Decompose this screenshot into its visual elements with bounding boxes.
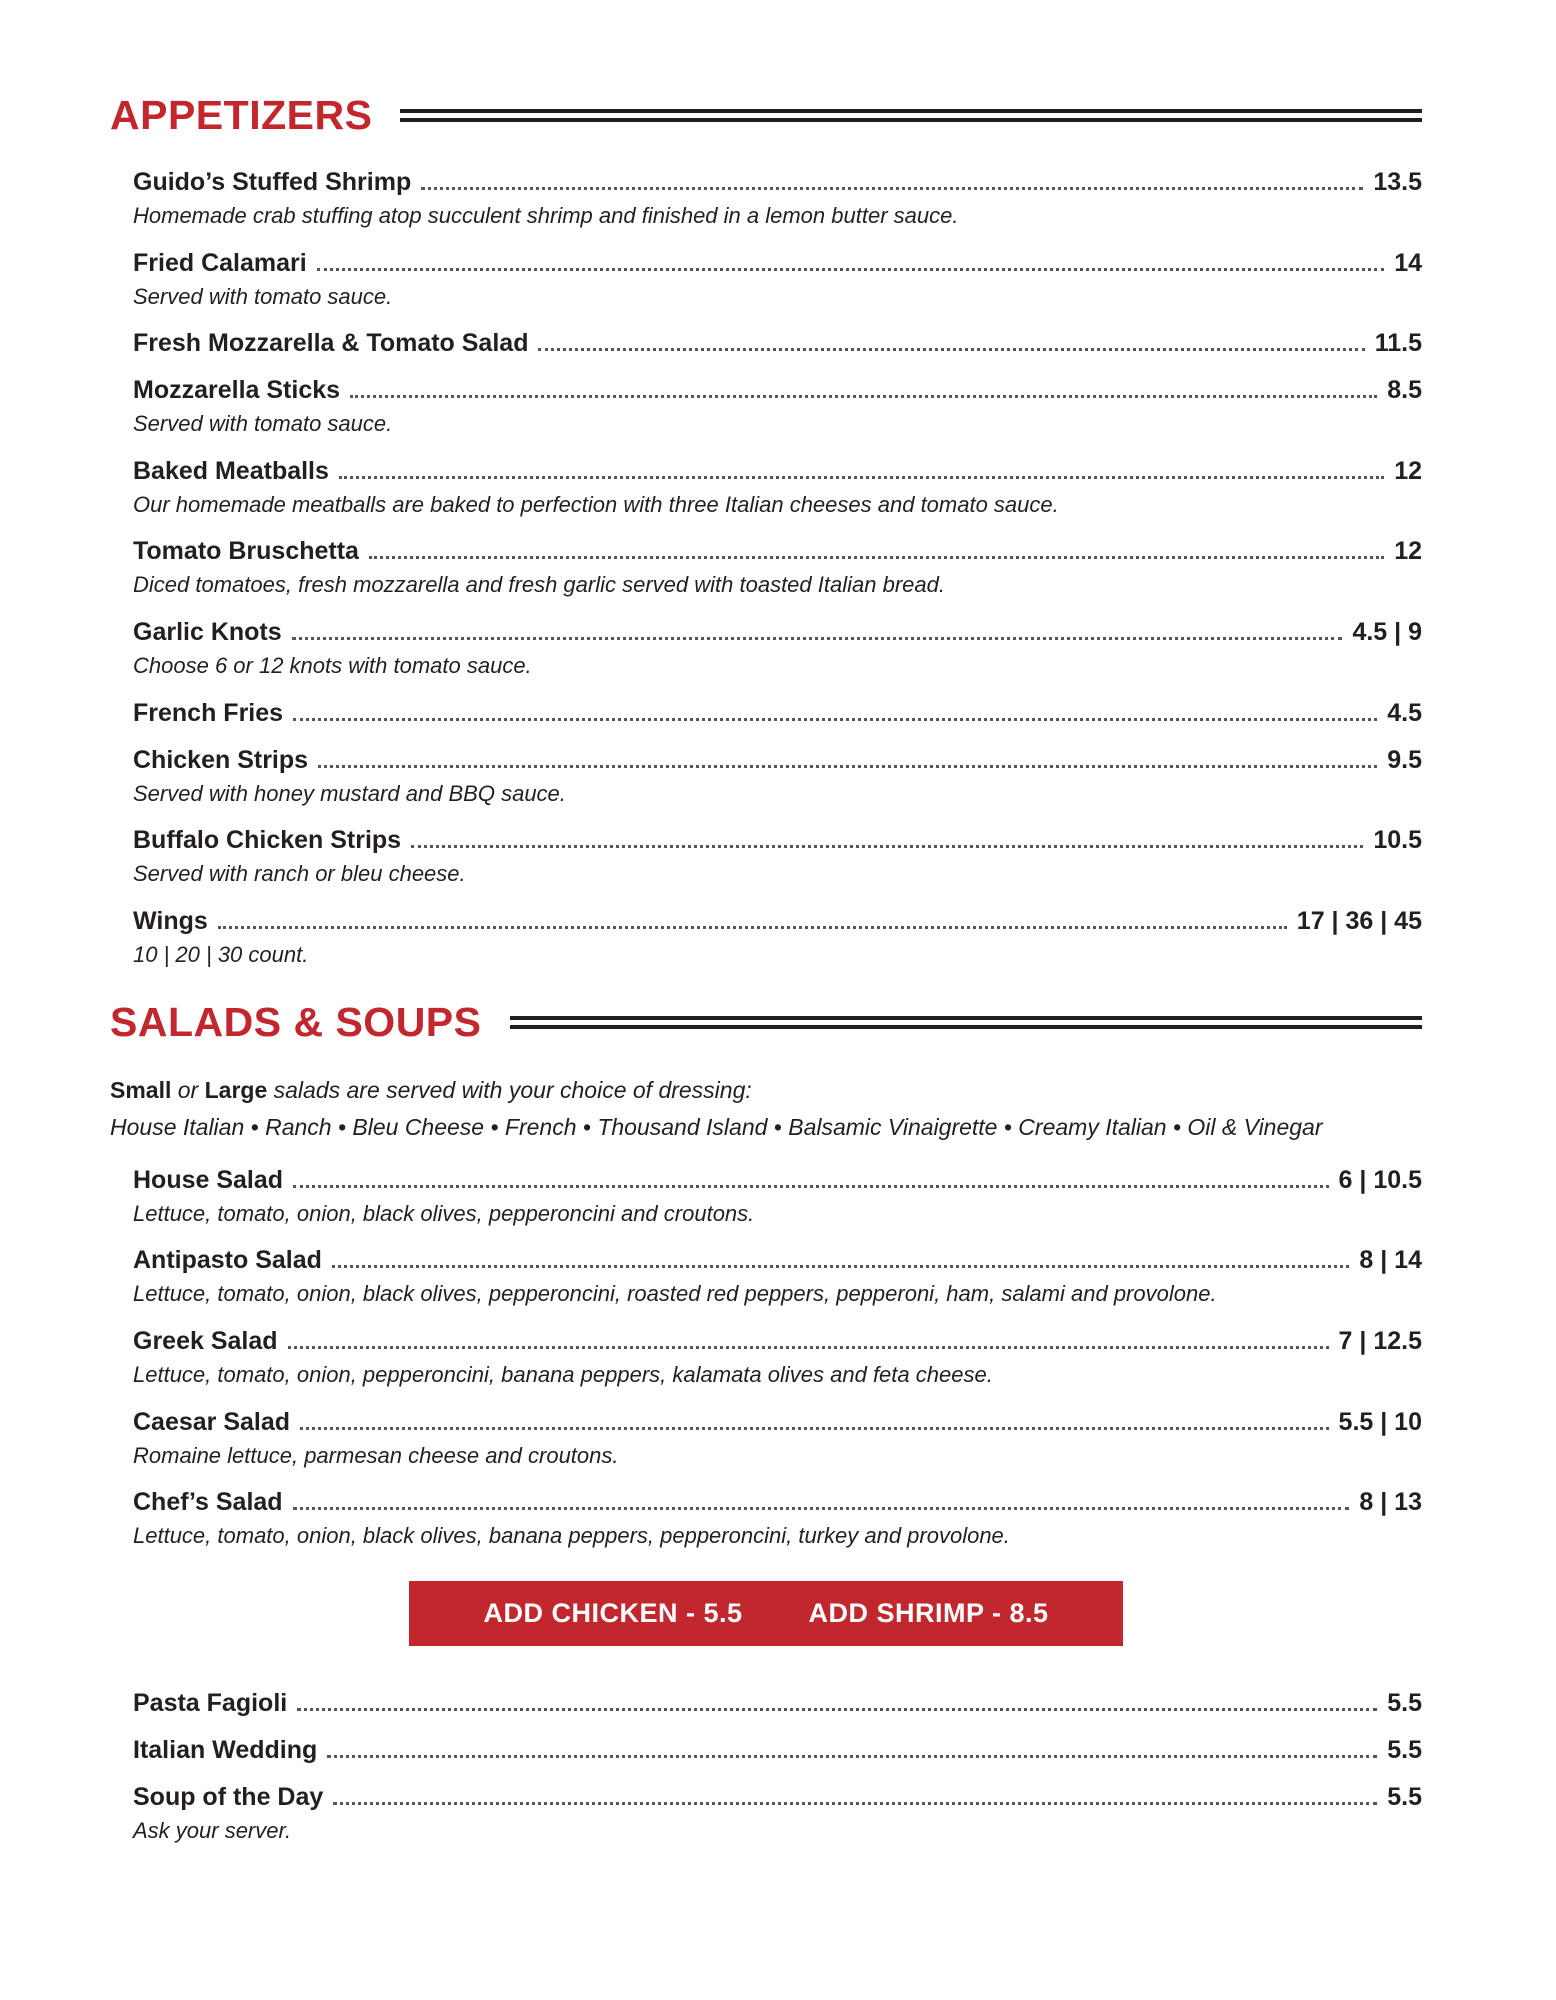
appetizer-item-line [133, 698, 1422, 728]
appetizer-item-line [133, 617, 1422, 647]
salad-item-line [133, 1487, 1422, 1517]
appetizer-item [133, 906, 1422, 970]
dressings-list: House Italian • Ranch • Bleu Cheese • French • Thousand Island • Balsamic Vinaigrette • Creamy Italian • Oil & Vinegar [110, 1113, 1323, 1140]
dotted-leader [318, 765, 1377, 768]
intro-large-label: Large [204, 1077, 268, 1104]
appetizer-item-price: 11.5 [1374, 329, 1422, 358]
appetizer-item-name: Guido’s Stuffed Shrimp [133, 168, 412, 196]
salad-item-price: 5.5 | 10 [1338, 1407, 1422, 1436]
salads-soups-section [110, 999, 1422, 1845]
dotted-leader [293, 718, 1377, 721]
salad-item-description: Lettuce, tomato, onion, black olives, banana peppers, pepperoncini, turkey and provolone. [133, 1523, 1010, 1549]
salad-item-name: Greek Salad [133, 1326, 278, 1355]
salad-item-line [133, 1407, 1422, 1437]
soup-item-name: Italian Wedding [133, 1735, 318, 1764]
salad-item-price: 7 | 12.5 [1338, 1326, 1422, 1355]
soup-item-line [133, 1735, 1422, 1765]
salad-item [133, 1487, 1422, 1551]
soup-item [133, 1688, 1422, 1718]
soup-item-price: 5.5 [1387, 1782, 1422, 1811]
salads-soups-title: SALADS & SOUPS [110, 999, 482, 1046]
appetizer-item-line [133, 536, 1422, 566]
double-rule [400, 109, 1422, 122]
appetizer-item-price: 17 | 36 | 45 [1296, 906, 1422, 935]
soup-item-line [133, 1782, 1422, 1812]
appetizer-item-description: Served with ranch or bleu cheese. [133, 861, 466, 887]
salad-item-price: 8 | 13 [1359, 1488, 1422, 1517]
appetizer-item-price: 9.5 [1387, 745, 1422, 774]
appetizer-item-description: 10 | 20 | 30 count. [133, 941, 309, 967]
salad-item-name: Antipasto Salad [133, 1246, 322, 1275]
appetizer-item [133, 248, 1422, 312]
salad-item-line [133, 1245, 1422, 1275]
salad-item [133, 1245, 1422, 1309]
appetizer-item-price: 4.5 | 9 [1352, 617, 1422, 646]
appetizers-header [110, 92, 1422, 139]
add-shrimp-label: ADD SHRIMP - 8.5 [808, 1597, 1049, 1628]
dotted-leader [421, 187, 1363, 190]
appetizer-item-description: Homemade crab stuffing atop succulent shrimp and finished in a lemon butter sauce. [133, 203, 959, 228]
appetizer-item-description: Our homemade meatballs are baked to perfection with three Italian cheeses and tomato sauce. [133, 491, 1059, 517]
dotted-leader [350, 395, 1377, 398]
soup-item-price: 5.5 [1387, 1735, 1422, 1764]
salad-item-line [133, 1326, 1422, 1356]
dotted-leader [339, 476, 1384, 479]
appetizer-item-name: French Fries [133, 698, 284, 727]
dotted-leader [327, 1755, 1377, 1758]
dotted-leader [300, 1427, 1329, 1430]
salad-item-name: House Salad [133, 1165, 284, 1194]
dotted-leader [332, 1265, 1349, 1268]
appetizer-item-name: Baked Meatballs [133, 456, 329, 485]
appetizer-item-name: Wings [133, 906, 208, 935]
appetizer-item-description: Served with tomato sauce. [133, 411, 393, 437]
appetizer-item-description: Served with tomato sauce. [133, 283, 393, 309]
dotted-leader [333, 1802, 1377, 1805]
intro-small-label: Small [110, 1077, 172, 1104]
appetizer-item [133, 825, 1422, 889]
appetizer-item-name: Fried Calamari [133, 248, 307, 277]
appetizer-item-line [133, 328, 1422, 358]
dotted-leader [538, 348, 1364, 351]
appetizer-item-description: Choose 6 or 12 knots with tomato sauce. [133, 652, 532, 678]
salad-item-description: Lettuce, tomato, onion, black olives, pepperoncini, roasted red peppers, pepperoni, ham, salami and provolone. [133, 1281, 1217, 1307]
appetizer-item [133, 617, 1422, 681]
add-ons-banner [409, 1581, 1122, 1646]
appetizer-item [133, 536, 1422, 600]
salad-item-description: Romaine lettuce, parmesan cheese and croutons. [133, 1442, 619, 1468]
appetizer-item [133, 375, 1422, 439]
soups-list [110, 1688, 1422, 1846]
salads-intro [110, 1074, 1422, 1106]
add-chicken-label: ADD CHICKEN - 5.5 [483, 1597, 743, 1628]
dotted-leader [317, 268, 1385, 271]
soup-item [133, 1735, 1422, 1765]
appetizers-section [110, 92, 1422, 969]
salad-item-description: Lettuce, tomato, onion, black olives, pepperoncini and croutons. [133, 1200, 755, 1226]
salads-list [110, 1165, 1422, 1551]
dotted-leader [297, 1708, 1377, 1711]
appetizer-item-price: 4.5 [1387, 698, 1422, 727]
soup-item-name: Pasta Fagioli [133, 1688, 288, 1717]
intro-rest-label: salads are served with your choice of dressing: [267, 1077, 752, 1104]
appetizer-item-price: 13.5 [1373, 168, 1422, 196]
dotted-leader [293, 1185, 1328, 1188]
appetizer-item-line [133, 375, 1422, 405]
intro-or-label: or [171, 1077, 205, 1104]
double-rule [510, 1016, 1423, 1029]
appetizer-item-name: Mozzarella Sticks [133, 376, 341, 405]
appetizer-item-price: 12 [1394, 537, 1422, 566]
salad-item-name: Chef’s Salad [133, 1488, 283, 1517]
appetizer-item-price: 10.5 [1373, 826, 1422, 855]
salads-soups-header [110, 999, 1422, 1046]
appetizers-title: APPETIZERS [110, 92, 373, 138]
dotted-leader [292, 637, 1343, 640]
salad-item [133, 1407, 1422, 1471]
appetizer-item [133, 328, 1422, 358]
soup-item-description: Ask your server. [133, 1817, 292, 1843]
appetizer-item-line [133, 248, 1422, 278]
soup-item [133, 1782, 1422, 1846]
appetizer-item-line [133, 167, 1422, 197]
dotted-leader [288, 1346, 1329, 1349]
salad-item-name: Caesar Salad [133, 1407, 291, 1436]
soup-item-name: Soup of the Day [133, 1782, 324, 1811]
dotted-leader [218, 926, 1287, 929]
appetizer-item-name: Chicken Strips [133, 745, 309, 774]
appetizer-item-name: Garlic Knots [133, 617, 282, 646]
dotted-leader [411, 845, 1363, 848]
appetizer-item [133, 167, 1422, 231]
salad-item [133, 1165, 1422, 1229]
salad-item-description: Lettuce, tomato, onion, pepperoncini, banana peppers, kalamata olives and feta cheese. [133, 1361, 993, 1387]
appetizer-item-name: Fresh Mozzarella & Tomato Salad [133, 329, 529, 358]
soup-item-line [133, 1688, 1422, 1718]
appetizer-item-price: 14 [1394, 248, 1422, 277]
appetizer-item-price: 12 [1394, 456, 1422, 485]
appetizer-item-name: Tomato Bruschetta [133, 537, 359, 566]
appetizer-item-price: 8.5 [1387, 376, 1422, 405]
salad-item [133, 1326, 1422, 1390]
dotted-leader [293, 1507, 1350, 1510]
salad-item-price: 8 | 14 [1359, 1246, 1422, 1275]
appetizer-item-line [133, 456, 1422, 486]
appetizer-item-description: Served with honey mustard and BBQ sauce. [133, 780, 566, 806]
appetizers-list [110, 167, 1422, 969]
appetizer-item [133, 745, 1422, 809]
appetizer-item-line [133, 745, 1422, 775]
salad-item-line [133, 1165, 1422, 1195]
appetizer-item-name: Buffalo Chicken Strips [133, 826, 402, 855]
appetizer-item [133, 456, 1422, 520]
appetizer-item-description: Diced tomatoes, fresh mozzarella and fresh garlic served with toasted Italian bread. [133, 572, 945, 598]
salad-item-price: 6 | 10.5 [1338, 1165, 1422, 1194]
dotted-leader [369, 556, 1384, 559]
appetizer-item [133, 698, 1422, 728]
appetizer-item-line [133, 906, 1422, 936]
soup-item-price: 5.5 [1387, 1688, 1422, 1717]
appetizer-item-line [133, 825, 1422, 855]
